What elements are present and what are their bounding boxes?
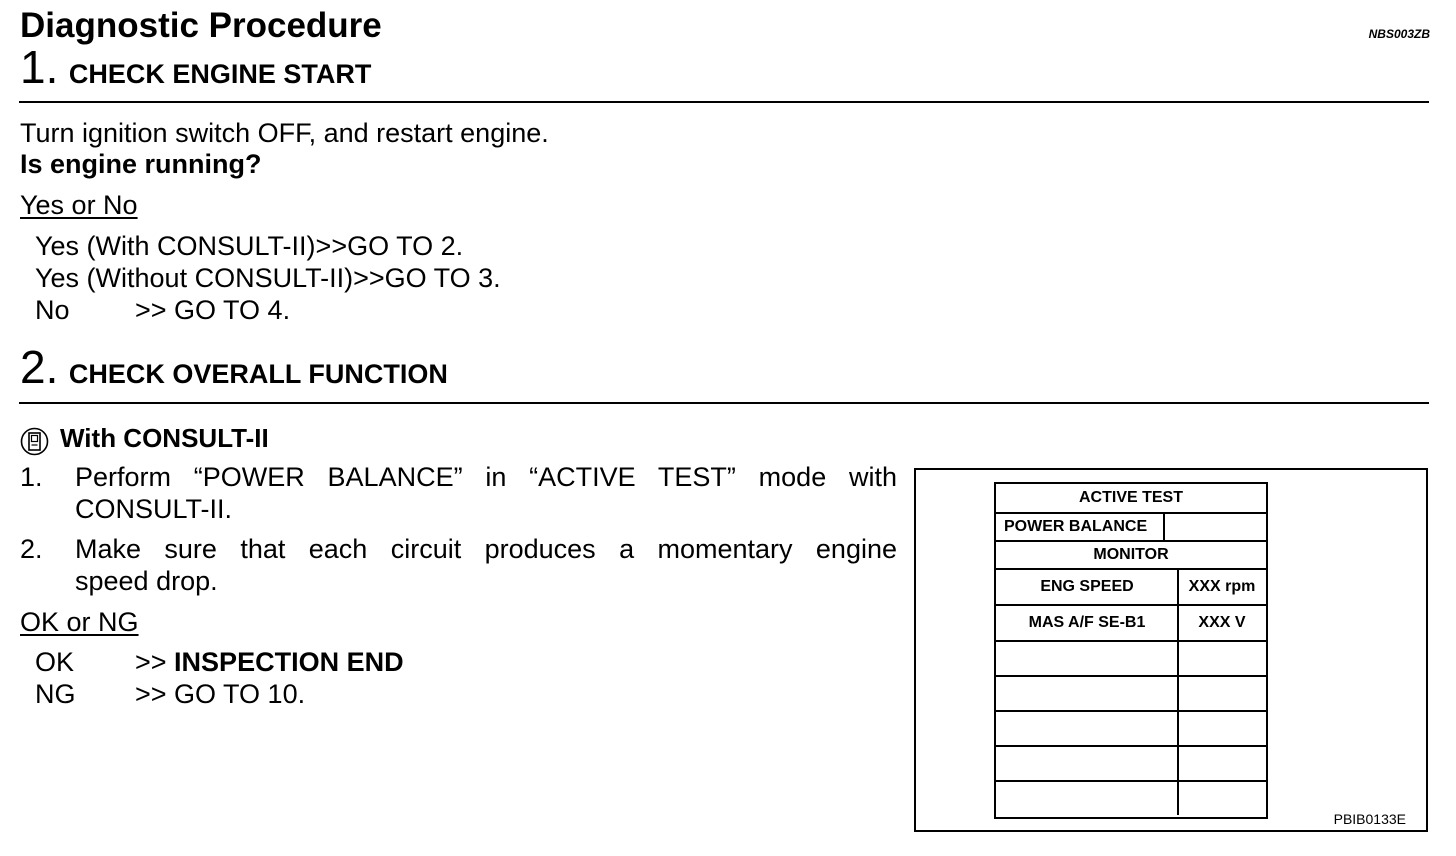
step-2-item-1-line-2: CONSULT-II. (75, 494, 233, 524)
monitor-row-empty (996, 747, 1266, 782)
monitor-row-2-name: MAS A/F SE-B1 (996, 606, 1178, 642)
step-2-answer-ok-key: OK (35, 647, 75, 677)
step-2-divider (19, 402, 1429, 404)
step-1-instruction: Turn ignition switch OFF, and restart engine. (20, 118, 549, 148)
power-balance-label: POWER BALANCE (996, 514, 1164, 542)
active-test-screen (994, 482, 1268, 819)
step-2-item-2-number: 2. (20, 534, 43, 564)
step-2-answer-ok-arrow: >> (135, 647, 175, 677)
monitor-row-empty (996, 712, 1266, 747)
power-balance-divider (1163, 514, 1165, 542)
monitor-row-2-value: XXX V (1178, 606, 1266, 642)
step-1-answer-yes-no-consult: Yes (Without CONSULT-II)>>GO TO 3. (35, 263, 501, 293)
active-test-header: ACTIVE TEST (996, 484, 1266, 514)
monitor-label: MONITOR (996, 542, 1266, 570)
step-1-header (20, 41, 372, 93)
step-1-question: Is engine running? (20, 149, 262, 179)
step-1-decision-label: Yes or No (20, 190, 138, 220)
document-code: NBS003ZB (1368, 27, 1430, 41)
step-2-method: With CONSULT-II (60, 423, 269, 453)
step-1-divider (19, 101, 1429, 103)
monitor-column-divider (1177, 570, 1179, 815)
step-1-title: CHECK ENGINE START (68, 59, 372, 89)
step-1-number: 1. (20, 41, 59, 93)
step-1-answer-no-action: >> GO TO 4. (135, 295, 291, 325)
step-2-answer-ng-key: NG (35, 679, 76, 709)
step-2-answer-ok-action (135, 647, 404, 678)
monitor-row-1-value: XXX rpm (1178, 570, 1266, 606)
power-balance-value (1164, 514, 1266, 542)
monitor-row-empty (996, 642, 1266, 677)
step-2-decision-label: OK or NG (20, 607, 139, 637)
monitor-row-empty (996, 677, 1266, 712)
step-1-answer-yes-consult: Yes (With CONSULT-II)>>GO TO 2. (35, 231, 464, 261)
step-2-item-1-number: 1. (20, 462, 43, 492)
step-2-title: CHECK OVERALL FUNCTION (68, 359, 448, 389)
monitor-row-1-name: ENG SPEED (996, 570, 1178, 606)
figure-code: PBIB0133E (1333, 811, 1406, 827)
step-2-answer-ng-action: >> GO TO 10. (135, 679, 306, 709)
step-1-answer-no-key: No (35, 295, 70, 325)
page-title: Diagnostic Procedure (20, 6, 382, 45)
step-2-number: 2. (20, 341, 59, 393)
step-2-item-1-line-1: Perform “POWER BALANCE” in “ACTIVE TEST” mode with (75, 462, 897, 492)
step-2-answer-ok-result: INSPECTION END (174, 647, 404, 677)
step-2-item-2-line-1: Make sure that each circuit produces a momentary engine (75, 534, 897, 564)
consult-screen-figure (914, 468, 1428, 832)
consult-tester-icon (20, 427, 49, 456)
step-2-header (20, 341, 448, 393)
step-2-item-2-line-2: speed drop. (75, 566, 218, 596)
